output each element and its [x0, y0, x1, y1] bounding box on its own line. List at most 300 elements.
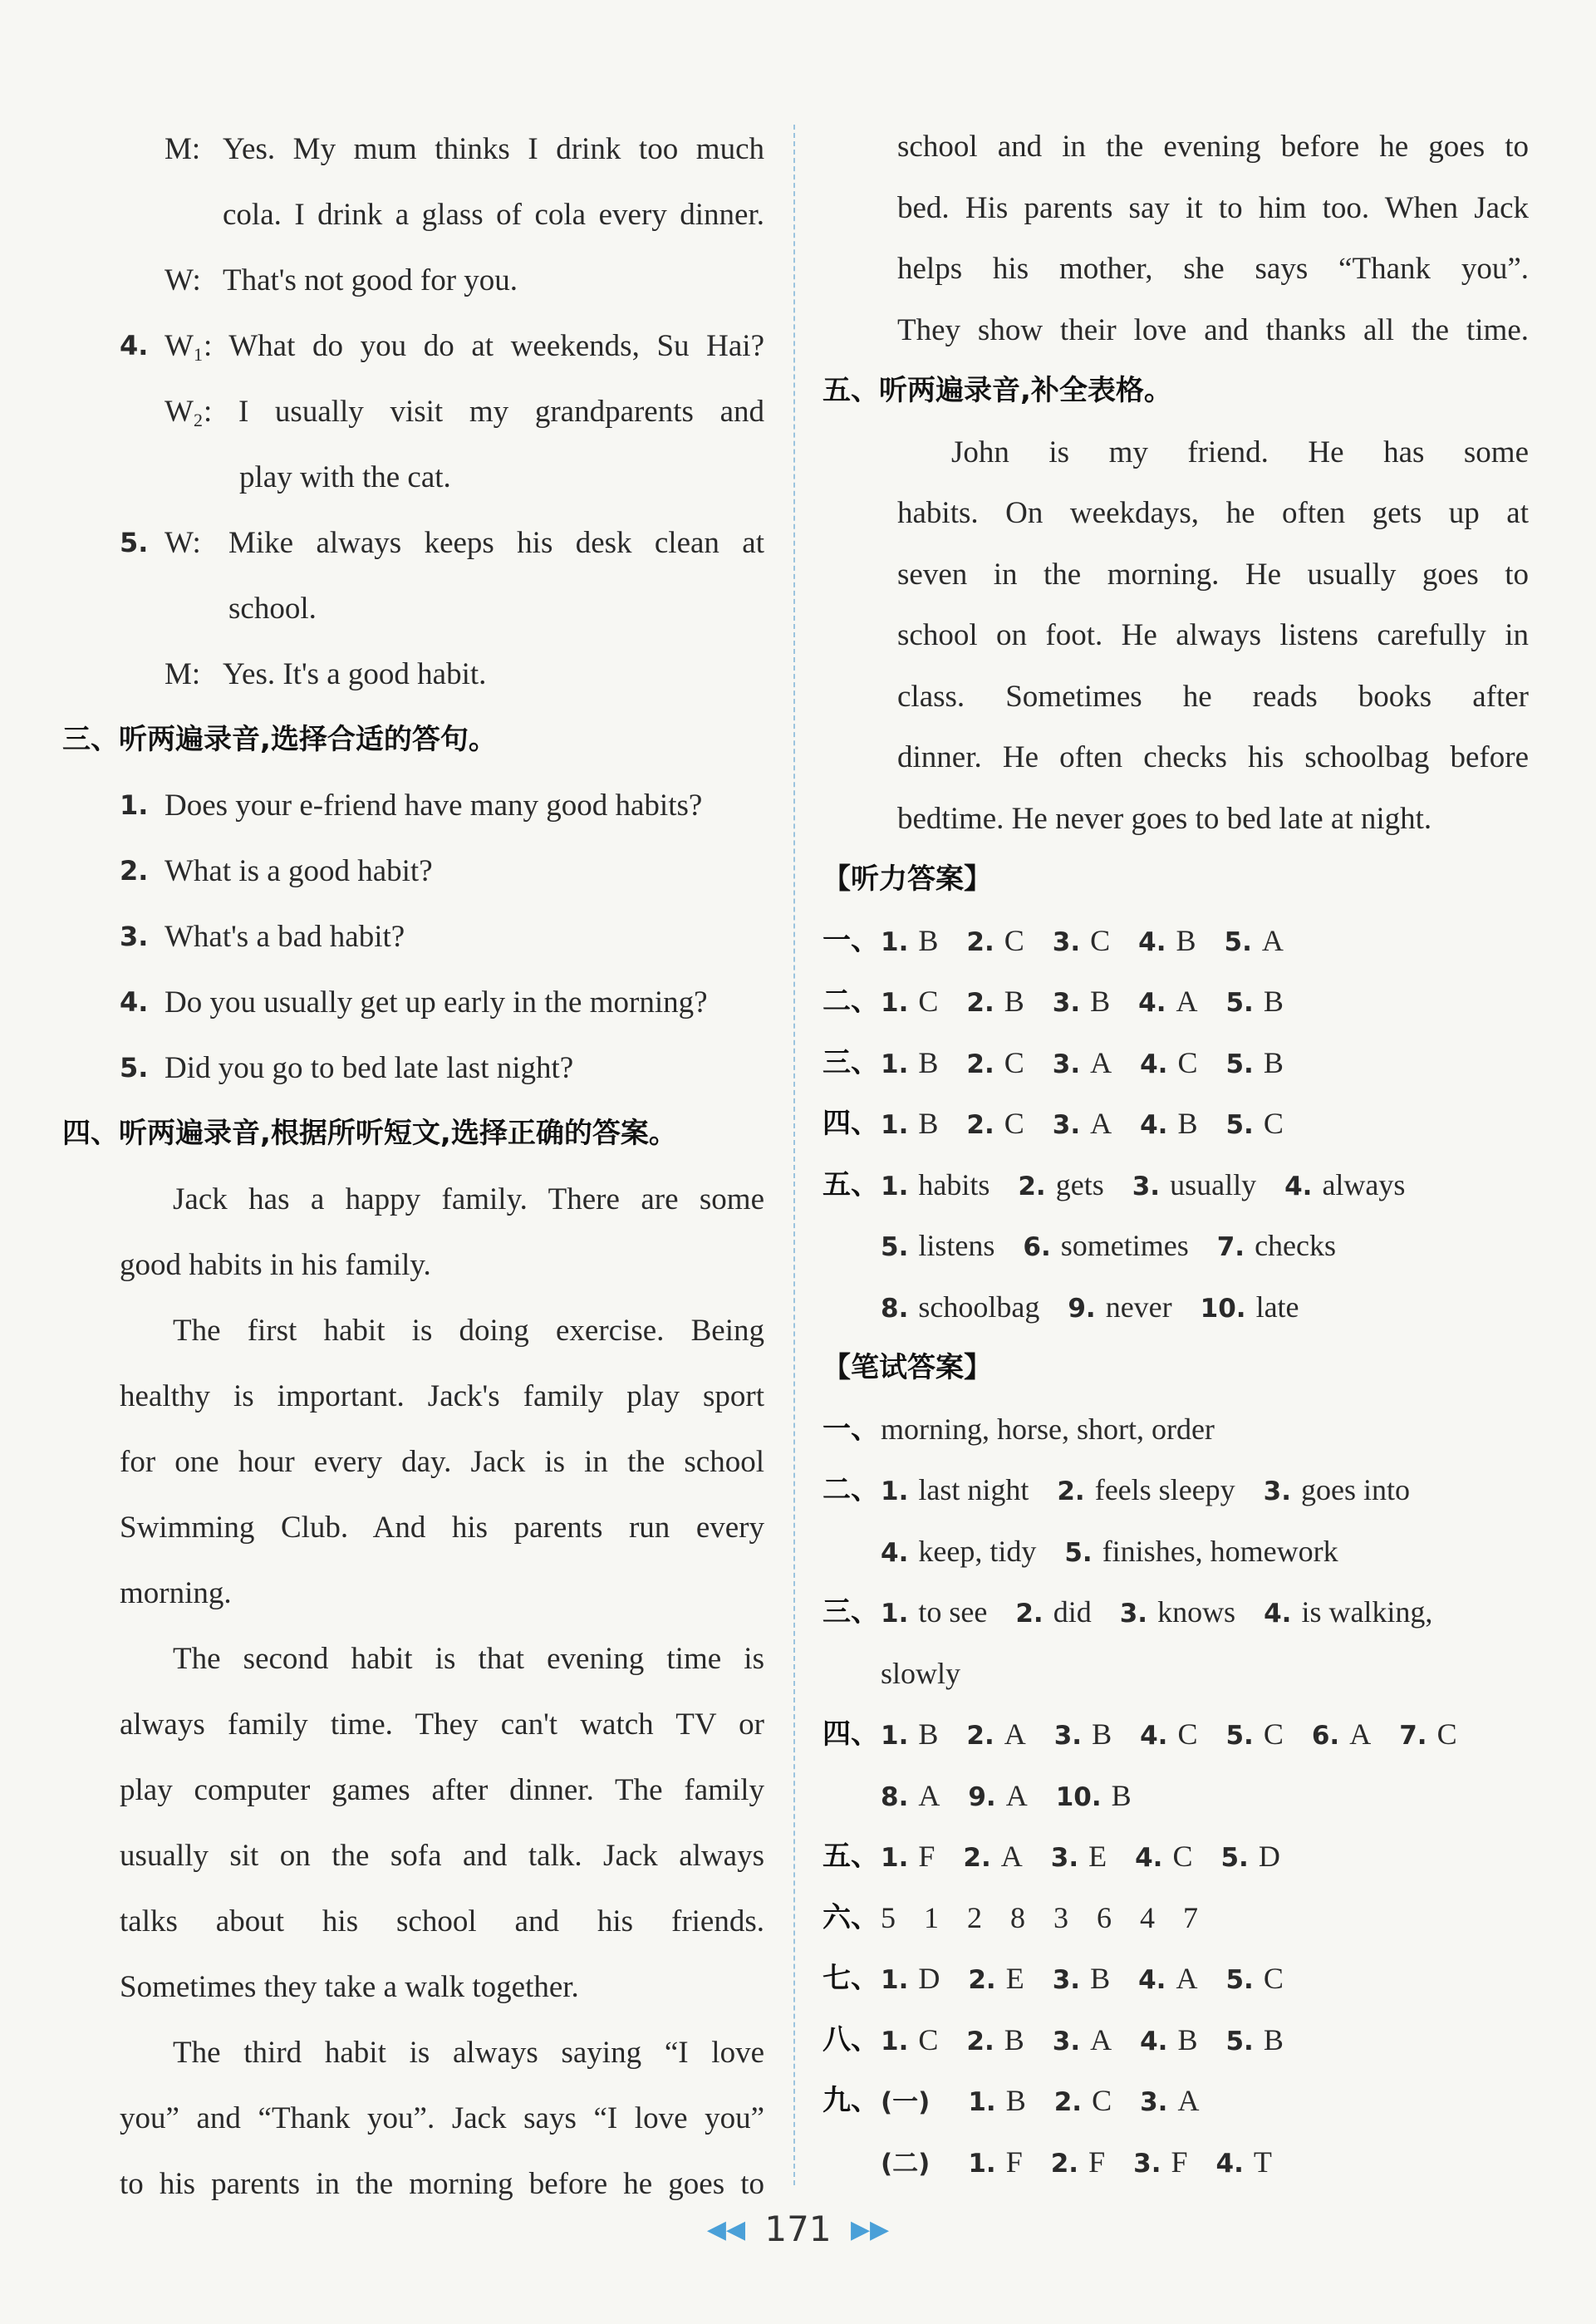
- next-page-icon[interactable]: ▶▶: [850, 2215, 890, 2244]
- passage-text: The third habit is always saying “I love: [173, 2036, 764, 2070]
- passage-line: [823, 422, 1529, 484]
- answer-item: [881, 1216, 994, 1279]
- passage-line: [823, 238, 1529, 300]
- answer-items: [881, 1521, 1529, 1585]
- answer-number: 8.: [881, 1293, 909, 1324]
- answer-number: 10.: [1200, 1293, 1246, 1324]
- answer-row: [823, 1155, 1529, 1216]
- answer-number: (一): [881, 2087, 931, 2117]
- answer-item: [881, 1644, 960, 1705]
- answer-items: [881, 1460, 1529, 1523]
- passage-line: [823, 300, 1529, 361]
- passage-line: [66, 2086, 764, 2151]
- answer-number: 2.: [968, 1965, 996, 1995]
- answer-row: [823, 1766, 1529, 1827]
- answer-item: [1138, 1948, 1197, 2012]
- answer-value: B: [1176, 923, 1196, 957]
- passage-line: [66, 1692, 764, 1757]
- answer-value: C: [1092, 2084, 1112, 2117]
- answer-number: 3.: [1133, 2148, 1161, 2179]
- passage-line: [66, 1823, 764, 1889]
- dialogue-line: $W_2$ : I usually visit my grandparents and: [165, 395, 764, 430]
- answer-number: 3.: [1263, 1476, 1292, 1506]
- answer-number: 6.: [1311, 1721, 1340, 1751]
- answer-items: [881, 1704, 1529, 1767]
- answer-items: [881, 1399, 1529, 1461]
- answer-number: 1.: [881, 1110, 909, 1140]
- answer-item: [1132, 1155, 1256, 1218]
- answer-value: B: [1090, 985, 1111, 1018]
- answer-value: B: [1005, 2084, 1026, 2117]
- passage-line: [823, 727, 1529, 789]
- passage-line: [823, 544, 1529, 606]
- answer-value: 4: [1140, 1900, 1155, 1934]
- answer-value: B: [1004, 2022, 1024, 2056]
- answer-value: 1: [924, 1900, 939, 1934]
- answer-value: gets: [1055, 1167, 1104, 1201]
- answer-item: [1097, 1888, 1112, 1949]
- reading-passage: [66, 1167, 764, 2217]
- dialogue-line: 4. $W_1$ : What do you do at weekends, Su Hai?: [120, 329, 764, 365]
- answer-number: 2.: [1057, 1476, 1085, 1506]
- passage-text: for one hour every day. Jack is in the school: [120, 1445, 764, 1479]
- answer-number: 5.: [1225, 1721, 1254, 1751]
- answer-item: [1140, 2010, 1197, 2073]
- answer-value: slowly: [881, 1656, 961, 1690]
- answer-number: 1.: [881, 1049, 909, 1079]
- answer-value: to see: [918, 1595, 988, 1629]
- answer-value: schoolbag: [918, 1290, 1040, 1324]
- answer-number: 3.: [1119, 1599, 1148, 1629]
- answer-items: [881, 1888, 1529, 1949]
- answer-item: [968, 1948, 1024, 2012]
- column-divider: [793, 125, 795, 2185]
- answer-item: [881, 911, 938, 974]
- answer-item: [1056, 1766, 1132, 1829]
- answer-item: [1264, 1460, 1410, 1523]
- section-3-questions: [66, 773, 764, 1101]
- answer-value: C: [1004, 923, 1024, 957]
- prev-page-icon[interactable]: ◀◀: [706, 2215, 746, 2244]
- passage-line: [823, 605, 1529, 666]
- answer-item: [1225, 2010, 1283, 2073]
- answer-item: [968, 2071, 1025, 2134]
- answer-item: [1312, 1704, 1371, 1767]
- answer-number: 2.: [1018, 1171, 1046, 1201]
- answer-section-label: 一、: [823, 923, 879, 957]
- answer-value: feels sleepy: [1094, 1473, 1235, 1506]
- passage-line: [66, 1889, 764, 1954]
- answer-number: 2.: [1015, 1599, 1044, 1629]
- answer-number: 2.: [963, 1843, 991, 1873]
- answer-number: 2.: [966, 1721, 994, 1751]
- answer-value: B: [1177, 1107, 1198, 1140]
- answer-section-label: 七、: [823, 1962, 879, 1995]
- answer-items: [881, 1093, 1529, 1157]
- passage-line: [823, 178, 1529, 239]
- answer-value: checks: [1255, 1229, 1337, 1262]
- answer-items: [881, 1155, 1529, 1218]
- answer-item: [1010, 1888, 1025, 1949]
- answer-value: B: [1111, 1778, 1132, 1812]
- written-answers-title: 【笔试答案】: [823, 1351, 992, 1384]
- passage-text: They show their love and thanks all the time.: [897, 312, 1529, 347]
- answer-value: sometimes: [1060, 1229, 1189, 1262]
- passage-line: [823, 483, 1529, 544]
- answer-value: C: [1004, 1107, 1024, 1140]
- answer-item: [1135, 1826, 1192, 1889]
- answer-value: F: [918, 1840, 936, 1873]
- answer-value: B: [918, 1045, 939, 1079]
- answer-value: usually: [1170, 1167, 1257, 1201]
- answer-number: 4.: [1138, 1965, 1166, 1995]
- answer-row: [823, 1704, 1529, 1766]
- answer-item: [881, 1277, 1039, 1340]
- question-item: [66, 773, 764, 838]
- answer-row: [823, 1644, 1529, 1705]
- answer-section-label: 二、: [823, 1473, 879, 1506]
- answer-number: 2.: [966, 988, 994, 1018]
- answer-number: 5.: [1224, 926, 1252, 957]
- answer-number: 7.: [1216, 1232, 1245, 1262]
- answer-item: [1140, 1033, 1197, 1096]
- answer-item: [1140, 2071, 1199, 2134]
- passage-line: [66, 1363, 764, 1429]
- answer-number: 2.: [966, 926, 994, 957]
- answer-item: [1053, 971, 1110, 1034]
- answer-section-label: 四、: [823, 1717, 879, 1751]
- answer-item: [881, 1033, 938, 1096]
- answer-number: 4.: [1140, 1721, 1168, 1751]
- passage-text: Sometimes they take a walk together.: [120, 1970, 579, 2004]
- answer-value: 8: [1010, 1900, 1025, 1934]
- question-item: [66, 904, 764, 970]
- answer-items: [881, 1277, 1529, 1340]
- answer-number: 10.: [1055, 1781, 1102, 1812]
- answer-items: [881, 1948, 1529, 2012]
- passage-line: [66, 1954, 764, 2020]
- answer-item: [881, 1582, 987, 1645]
- answer-value: last night: [918, 1473, 1029, 1506]
- section-5-passage: [823, 422, 1529, 850]
- passage-line: [823, 116, 1529, 178]
- answer-number: 3.: [1052, 988, 1081, 1018]
- question-item: [66, 970, 764, 1035]
- answer-number: 3.: [1050, 1843, 1079, 1873]
- answer-number: 3.: [1052, 1049, 1081, 1079]
- passage-text: bedtime. He never goes to bed late at night.: [897, 801, 1432, 836]
- answer-value: E: [1005, 1962, 1024, 1995]
- page-footer: [0, 2209, 1596, 2249]
- answer-item: [1120, 1582, 1235, 1645]
- answer-value: F: [1088, 2145, 1106, 2179]
- answer-row: [823, 2071, 1529, 2132]
- answer-row: [823, 1216, 1529, 1277]
- answer-section-label: 五、: [823, 1167, 879, 1201]
- passage-line: [66, 1757, 764, 1823]
- passage-text: play computer games after dinner. The family: [120, 1773, 764, 1807]
- answer-item: [1015, 1582, 1091, 1645]
- answer-number: 4.: [1264, 1599, 1292, 1629]
- answer-item: [881, 1766, 940, 1829]
- answer-value: C: [1177, 1717, 1198, 1751]
- answer-item: [1023, 1216, 1188, 1279]
- passage-text: dinner. He often checks his schoolbag before: [897, 740, 1529, 774]
- answer-section-label: 九、: [823, 2084, 879, 2117]
- answer-value: is walking,: [1301, 1595, 1433, 1629]
- answer-value: C: [1263, 1962, 1284, 1995]
- answer-item: [881, 2010, 938, 2073]
- answer-section-label: 一、: [823, 1412, 879, 1446]
- passage-text: school and in the evening before he goes to: [897, 130, 1529, 164]
- answer-item: [1217, 1216, 1336, 1279]
- passage-text: always family time. They can't watch TV or: [120, 1707, 764, 1742]
- answer-number: 5.: [1220, 1843, 1249, 1873]
- answer-section-label: 二、: [823, 985, 879, 1018]
- passage-line: [66, 1298, 764, 1363]
- passage-line: [66, 2020, 764, 2086]
- answer-value: A: [1176, 985, 1198, 1018]
- answer-value: B: [918, 1717, 939, 1751]
- passage-text: morning.: [120, 1576, 232, 1610]
- answer-number: 4.: [1140, 1110, 1168, 1140]
- answer-item: [1284, 1155, 1405, 1218]
- answer-value: B: [1263, 2022, 1284, 2056]
- answer-value: C: [1177, 1045, 1198, 1079]
- question-text: Did you go to bed late last night?: [165, 1051, 574, 1085]
- answer-value: D: [918, 1962, 940, 1995]
- passage-line: [66, 1495, 764, 1560]
- answer-item: [924, 1888, 939, 1949]
- answer-value: did: [1053, 1595, 1092, 1629]
- answer-number: 5.: [1225, 1110, 1254, 1140]
- answer-section-label: 五、: [823, 1840, 879, 1873]
- answer-item: [1225, 1704, 1283, 1767]
- passage-text: Jack has a happy family. There are some: [173, 1182, 764, 1216]
- passage-text: John is my friend. He has some: [951, 435, 1529, 469]
- answer-number: 2.: [1050, 2148, 1079, 2179]
- answer-number: 4.: [1135, 1843, 1163, 1873]
- answer-item: [1054, 1704, 1112, 1767]
- answer-item: [1216, 2132, 1272, 2195]
- right-column: [823, 116, 1529, 2193]
- answer-item: [1068, 1277, 1171, 1340]
- answer-item: [881, 1948, 940, 2012]
- answer-value: A: [1005, 1778, 1028, 1812]
- answer-value: C: [1436, 1717, 1457, 1751]
- question-number: 4.: [120, 986, 149, 1018]
- answer-value: B: [918, 923, 939, 957]
- answer-section-label: 八、: [823, 2022, 879, 2056]
- passage-text: Swimming Club. And his parents run every: [120, 1511, 764, 1545]
- answer-items: [881, 1644, 1529, 1705]
- answer-items: [881, 1033, 1529, 1096]
- answer-value: B: [1092, 1717, 1112, 1751]
- answer-value: morning, horse, short, order: [881, 1412, 1215, 1446]
- answer-items: [881, 2132, 1529, 2195]
- answer-items: [881, 1826, 1529, 1889]
- question-text: Do you usually get up early in the morning?: [165, 985, 708, 1020]
- answer-number: 2.: [966, 1049, 994, 1079]
- question-text: Does your e-friend have many good habits?: [165, 789, 703, 823]
- answer-value: always: [1322, 1167, 1406, 1201]
- answer-item: [1264, 1582, 1432, 1645]
- answer-item: [1225, 1093, 1283, 1157]
- answer-value: B: [1263, 985, 1284, 1018]
- passage-line: [66, 1560, 764, 1626]
- answer-number: 2.: [1053, 2087, 1083, 2117]
- answer-item: [881, 1521, 1036, 1585]
- answer-value: A: [1000, 1840, 1023, 1873]
- answer-section-label: 六、: [823, 1900, 879, 1934]
- answer-items: [881, 971, 1529, 1034]
- answer-item: [966, 2010, 1024, 2073]
- answer-item: [881, 1826, 935, 1889]
- answer-value: habits: [918, 1167, 990, 1201]
- question-item: [66, 838, 764, 904]
- answer-row: [823, 1033, 1529, 1094]
- answer-row: [823, 1521, 1529, 1583]
- answer-value: A: [1090, 1107, 1112, 1140]
- passage-line: [66, 2151, 764, 2217]
- answer-value: E: [1088, 1840, 1107, 1873]
- answer-value: 3: [1053, 1900, 1068, 1934]
- answer-item: [1053, 1033, 1112, 1096]
- passage-text: you” and “Thank you”. Jack says “I love you”: [120, 2101, 764, 2135]
- answer-row: [823, 1460, 1529, 1521]
- answer-value: C: [918, 2022, 939, 2056]
- answer-item: [966, 1033, 1024, 1096]
- question-number: 2.: [120, 855, 149, 887]
- answer-item: [881, 1888, 896, 1949]
- answer-value: A: [1177, 2084, 1200, 2117]
- answer-row: [823, 911, 1529, 972]
- passage-line: [66, 1167, 764, 1232]
- answer-value: keep, tidy: [918, 1534, 1037, 1568]
- answer-item: [1225, 1033, 1283, 1096]
- answer-value: C: [1004, 1045, 1024, 1079]
- answer-value: C: [1263, 1717, 1284, 1751]
- passage-line: [66, 1626, 764, 1692]
- dialogue-line: play with the cat.: [239, 460, 451, 494]
- answer-value: finishes, homework: [1102, 1534, 1338, 1568]
- answer-item: [966, 911, 1024, 974]
- answer-number: 5.: [881, 1232, 909, 1262]
- page-number: 171: [764, 2209, 832, 2249]
- passage-text: The first habit is doing exercise. Being: [173, 1314, 764, 1348]
- answer-item: [881, 2071, 940, 2134]
- answer-number: 3.: [1052, 1965, 1081, 1995]
- passage-line: [823, 666, 1529, 728]
- answer-items: [881, 1216, 1529, 1279]
- answer-item: [1399, 1704, 1456, 1767]
- answer-items: [881, 911, 1529, 974]
- answer-value: C: [1090, 923, 1111, 957]
- answer-item: [1138, 911, 1196, 974]
- answer-number: 1.: [968, 2148, 996, 2179]
- answer-item: [1183, 1888, 1198, 1949]
- answer-item: [1053, 1888, 1068, 1949]
- passage-text: good habits in his family.: [120, 1248, 431, 1282]
- answer-number: 1.: [881, 1721, 909, 1751]
- passage-line: [66, 1232, 764, 1298]
- answer-number: 5.: [1225, 1965, 1254, 1995]
- answer-number: 1.: [881, 1843, 909, 1873]
- answer-number: 2.: [966, 1110, 994, 1140]
- answer-value: D: [1258, 1840, 1280, 1873]
- passage-line: [823, 789, 1529, 850]
- answer-value: A: [1261, 923, 1284, 957]
- answer-value: 2: [967, 1900, 982, 1934]
- answer-number: (二): [881, 2148, 931, 2179]
- answer-row: [823, 1399, 1529, 1461]
- answer-items: [881, 1766, 1529, 1829]
- question-number: 1.: [120, 789, 149, 821]
- answer-item: [1140, 1093, 1197, 1157]
- answer-value: T: [1253, 2145, 1272, 2179]
- answer-value: C: [1263, 1107, 1284, 1140]
- answer-value: 7: [1183, 1900, 1198, 1934]
- answer-value: C: [1172, 1840, 1193, 1873]
- answer-item: [1053, 1948, 1110, 2012]
- answer-item: [881, 1704, 938, 1767]
- answer-item: [1140, 1704, 1197, 1767]
- answer-item: [966, 971, 1024, 1034]
- answer-items: [881, 2010, 1529, 2073]
- answer-number: 5.: [1225, 988, 1254, 1018]
- answer-number: 9.: [968, 1781, 996, 1812]
- answer-value: late: [1255, 1290, 1299, 1324]
- answer-row: [823, 2132, 1529, 2194]
- answer-number: 1.: [881, 1965, 909, 1995]
- answer-item: [1138, 971, 1197, 1034]
- answer-number: 5.: [1225, 1049, 1254, 1079]
- answer-item: [1053, 2010, 1112, 2073]
- passage-text: class. Sometimes he reads books after: [897, 679, 1529, 714]
- answer-value: A: [1090, 1045, 1112, 1079]
- answer-item: [1057, 1460, 1235, 1523]
- answer-value: A: [1004, 1717, 1026, 1751]
- passage-text: usually sit on the sofa and talk. Jack always: [120, 1839, 764, 1873]
- answer-number: 1.: [881, 2026, 909, 2056]
- answer-value: F: [1005, 2145, 1023, 2179]
- answer-number: 1.: [881, 1171, 909, 1201]
- written-answers: [823, 1399, 1529, 2194]
- answer-item: [1018, 1155, 1103, 1218]
- passage-text: helps his mother, she says “Thank you”.: [897, 252, 1529, 286]
- answer-number: 6.: [1023, 1232, 1051, 1262]
- answer-item: [966, 1093, 1024, 1157]
- answer-row: [823, 1948, 1529, 2010]
- answer-row: [823, 1582, 1529, 1644]
- answer-item: [968, 1766, 1027, 1829]
- answer-item: [1053, 911, 1110, 974]
- passage-text: habits. On weekdays, he often gets up at: [897, 496, 1529, 530]
- answer-item: [1054, 2071, 1112, 2134]
- dialogue-line: W: That's not good for you.: [165, 263, 518, 297]
- answer-number: 9.: [1068, 1293, 1096, 1324]
- listening-answers-title: 【听力答案】: [823, 862, 992, 896]
- answer-item: [1051, 2132, 1105, 2195]
- section-3-heading: 三、听两遍录音,选择合适的答句。: [62, 723, 497, 756]
- answer-item: [1220, 1826, 1279, 1889]
- answer-number: 3.: [1052, 1110, 1081, 1140]
- question-item: [66, 1035, 764, 1101]
- listening-answers: [823, 911, 1529, 1339]
- answer-number: 4.: [1140, 1049, 1168, 1079]
- passage-text: school on foot. He always listens carefully in: [897, 618, 1529, 652]
- answer-item: [967, 1888, 982, 1949]
